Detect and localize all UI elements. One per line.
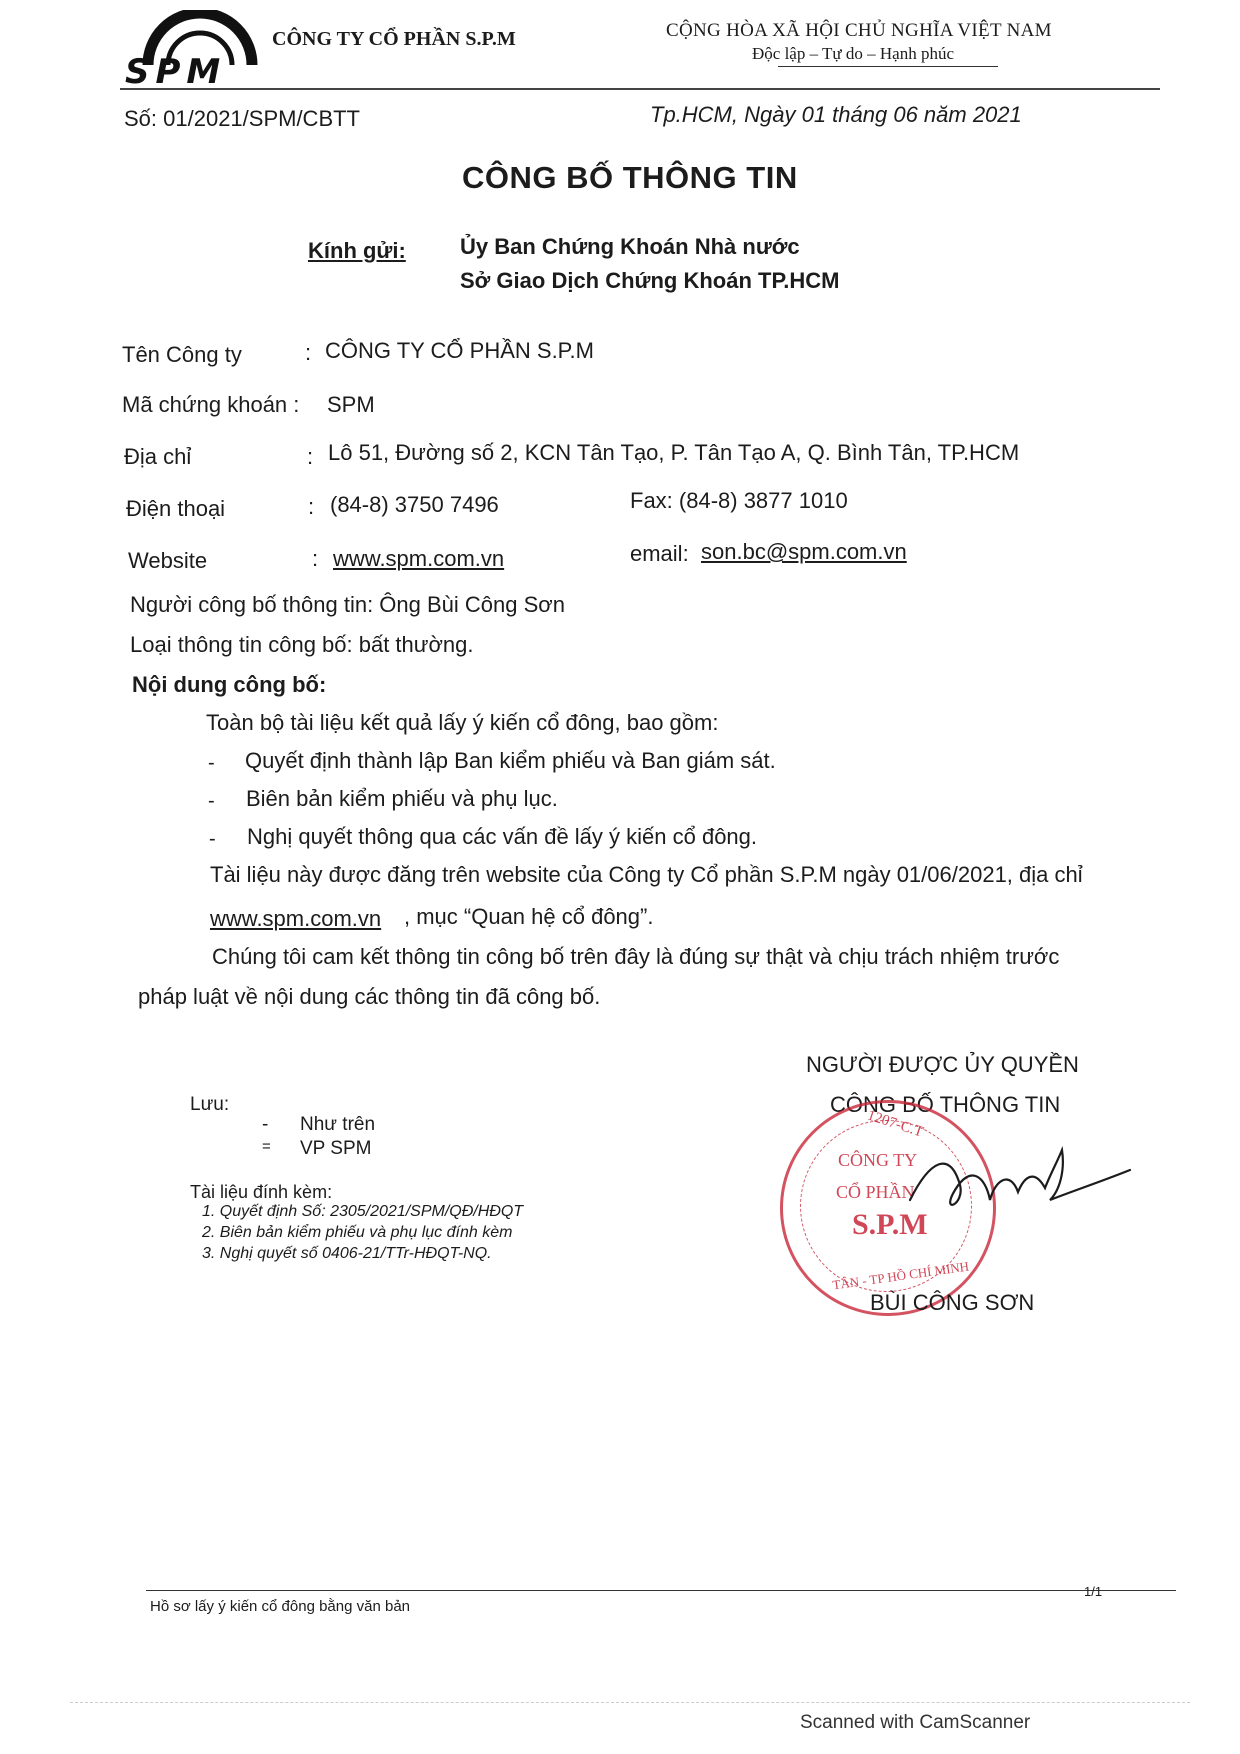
bullet-dash: - — [209, 828, 216, 850]
recipients-label: Kính gửi: — [308, 238, 406, 263]
footer-divider — [146, 1590, 1176, 1591]
handwritten-signature — [900, 1130, 1160, 1240]
commit-line-1: Chúng tôi cam kết thông tin công bố trên đây là đúng sự thật và chịu trách nhiệm trước — [212, 944, 1060, 969]
motto-underline — [778, 66, 998, 67]
phone-sep: : — [308, 494, 315, 519]
document-number: Số: 01/2021/SPM/CBTT — [124, 106, 360, 131]
email-label: email: — [630, 541, 689, 566]
fax-value: Fax: (84-8) 3877 1010 — [630, 488, 848, 513]
commit-line-2: pháp luật về nội dung các thông tin đã công bố. — [138, 984, 601, 1009]
posted-website-link[interactable]: www.spm.com.vn — [210, 906, 382, 931]
attachment-item: 3. Nghị quyết số 0406-21/TTr-HĐQT-NQ. — [202, 1245, 492, 1262]
email-link[interactable]: son.bc@spm.com.vn — [701, 539, 907, 564]
header-divider — [120, 88, 1160, 90]
ticker-label: Mã chứng khoán : — [122, 392, 300, 417]
company-sep: : — [305, 340, 312, 365]
seal-text-line-1: CÔNG TY — [838, 1150, 918, 1170]
posted-line-1: Tài liệu này được đăng trên website của Công ty Cổ phần S.P.M ngày 01/06/2021, địa chỉ — [210, 862, 1083, 887]
bullet-dash: - — [208, 752, 215, 774]
bullet-item: Biên bản kiểm phiếu và phụ lục. — [246, 786, 558, 811]
attachments-label: Tài liệu đính kèm: — [190, 1182, 333, 1202]
info-type: Loại thông tin công bố: bất thường. — [130, 632, 474, 657]
seal-arc-bottom: TÂN - TP HỒ CHÍ MINH — [831, 1258, 970, 1293]
bullet-dash: - — [208, 790, 215, 812]
company-label: Tên Công ty — [122, 342, 242, 367]
signer-name: BÙI CÔNG SƠN — [870, 1290, 1035, 1315]
storage-label: Lưu: — [190, 1094, 230, 1115]
phone-value: (84-8) 3750 7496 — [330, 492, 499, 517]
bullet-item: Nghị quyết thông qua các vấn đề lấy ý kiến cổ đông. — [247, 824, 758, 849]
place-date: Tp.HCM, Ngày 01 tháng 06 năm 2021 — [650, 102, 1022, 127]
attachment-item: 2. Biên bản kiểm phiếu và phụ lục đính kèm — [202, 1224, 513, 1241]
posted-line-2: , mục “Quan hệ cổ đông”. — [404, 904, 654, 929]
seal-arc-top: 1207-C.T — [865, 1107, 926, 1141]
storage-dash: = — [262, 1138, 271, 1155]
company-logo — [125, 8, 265, 90]
page-number: 1/1 — [1084, 1584, 1103, 1599]
logo-text: SPM — [125, 52, 227, 92]
website-link[interactable]: www.spm.com.vn — [333, 546, 505, 571]
content-intro: Toàn bộ tài liệu kết quả lấy ý kiến cổ đông, bao gồm: — [206, 710, 719, 735]
address-sep: : — [307, 444, 314, 469]
scan-edge-line — [70, 1702, 1190, 1703]
storage-item: Như trên — [300, 1114, 376, 1135]
signature-title-line-1: NGƯỜI ĐƯỢC ỦY QUYỀN — [806, 1052, 1079, 1077]
recipient-line-1: Ủy Ban Chứng Khoán Nhà nước — [460, 234, 800, 259]
address-value: Lô 51, Đường số 2, KCN Tân Tạo, P. Tân Tạo A, Q. Bình Tân, TP.HCM — [328, 440, 1020, 465]
seal-text-line-2: CỔ PHẦN — [836, 1182, 915, 1202]
scanner-watermark: Scanned with CamScanner — [800, 1712, 1031, 1733]
storage-dash: - — [262, 1114, 269, 1135]
bullet-item: Quyết định thành lập Ban kiểm phiếu và Ban giám sát. — [245, 748, 776, 773]
company-value: CÔNG TY CỔ PHẦN S.P.M — [325, 338, 594, 363]
website-sep: : — [312, 546, 319, 571]
website-label: Website — [128, 548, 208, 573]
signature-title-line-2: CÔNG BỐ THÔNG TIN — [830, 1092, 1061, 1117]
page-title: CÔNG BỐ THÔNG TIN — [462, 160, 798, 195]
content-heading: Nội dung công bố: — [132, 672, 327, 697]
address-label: Địa chỉ — [124, 444, 192, 469]
company-name-header: CÔNG TY CỔ PHẦN S.P.M — [272, 28, 516, 50]
discloser: Người công bố thông tin: Ông Bùi Công Sơn — [130, 592, 565, 617]
recipient-line-2: Sở Giao Dịch Chứng Khoán TP.HCM — [460, 268, 840, 293]
ticker-value: SPM — [327, 392, 375, 417]
seal-text-line-3: S.P.M — [852, 1208, 928, 1241]
national-title: CỘNG HÒA XÃ HỘI CHỦ NGHĨA VIỆT NAM — [666, 20, 1052, 41]
attachment-item: 1. Quyết định Số: 2305/2021/SPM/QĐ/HĐQT — [202, 1203, 524, 1220]
national-motto: Độc lập – Tự do – Hạnh phúc — [752, 44, 954, 63]
phone-label: Điện thoại — [126, 496, 226, 521]
footer-left: Hồ sơ lấy ý kiến cổ đông bằng văn bản — [150, 1598, 411, 1615]
storage-item: VP SPM — [300, 1138, 372, 1159]
